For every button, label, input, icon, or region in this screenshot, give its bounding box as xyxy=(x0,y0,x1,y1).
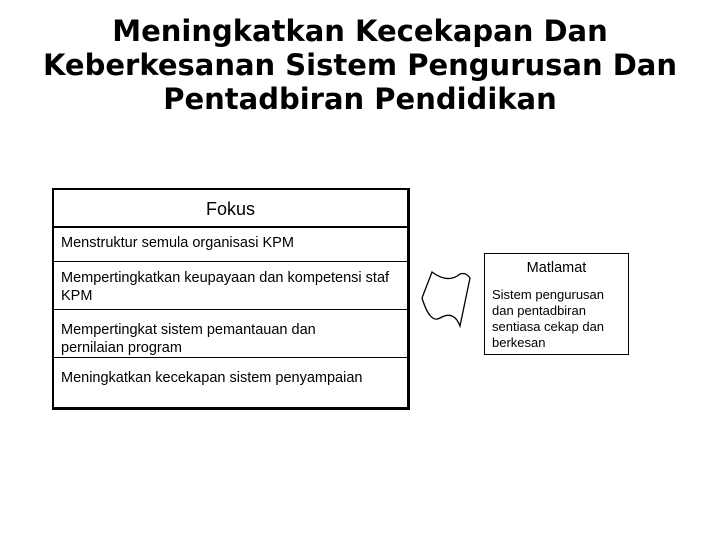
title-line-2: Keberkesanan Sistem Pengurusan Dan xyxy=(42,48,678,82)
fokus-item-2: Mempertingkatkan keupayaan dan kompetensi staf KPM xyxy=(54,264,407,310)
fokus-item-4: Meningkatkan kecekapan sistem penyampaian xyxy=(61,370,363,386)
fokus-header: Fokus xyxy=(54,190,407,228)
fokus-item-3: Mempertingkat sistem pemantauan dan pernilaian program xyxy=(54,312,407,358)
title-line-1: Meningkatkan Kecekapan Dan xyxy=(112,14,608,48)
fokus-panel xyxy=(52,188,410,410)
matlamat-title: Matlamat xyxy=(526,260,587,276)
fokus-item-1: Menstruktur semula organisasi KPM xyxy=(54,230,407,262)
matlamat-box xyxy=(484,253,629,355)
wavy-parallelogram-arrow-icon xyxy=(420,270,472,328)
title-line-3: Pentadbiran Pendidikan xyxy=(163,82,557,116)
matlamat-text: Sistem pengurusan dan pentadbiran sentiasa cekap dan berkesan xyxy=(492,287,605,350)
page-title xyxy=(0,14,720,116)
